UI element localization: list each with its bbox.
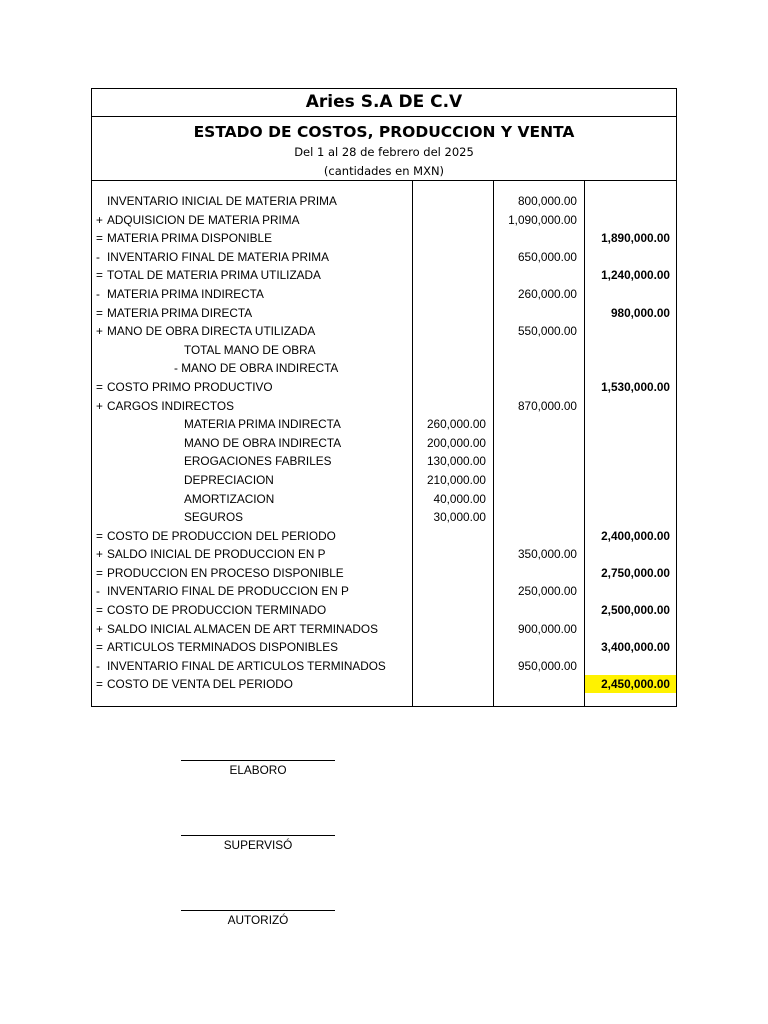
row-label: ARTICULOS TERMINADOS DISPONIBLES (107, 640, 338, 655)
row-operator: + (96, 324, 103, 339)
row-operator: = (96, 379, 103, 394)
row-label: CARGOS INDIRECTOS (107, 398, 234, 413)
detail-amount: 130,000.00 (426, 454, 486, 469)
row-label: COSTO DE VENTA DEL PERIODO (107, 677, 293, 692)
table-row (92, 527, 676, 546)
row-label: MANO DE OBRA DIRECTA UTILIZADA (107, 324, 316, 339)
row-label: TOTAL DE MATERIA PRIMA UTILIZADA (107, 268, 321, 283)
row-label: ADQUISICION DE MATERIA PRIMA (107, 212, 300, 227)
table-row (92, 211, 676, 230)
row-operator: + (96, 621, 103, 636)
table-row (92, 304, 676, 323)
row-label: INVENTARIO FINAL DE ARTICULOS TERMINADOS (107, 658, 386, 673)
total-amount: 2,500,000.00 (601, 603, 670, 618)
total-amount: 1,530,000.00 (601, 379, 670, 394)
row-label: SALDO INICIAL DE PRODUCCION EN P (107, 547, 326, 562)
row-label: INVENTARIO INICIAL DE MATERIA PRIMA (107, 194, 337, 208)
row-label: SEGUROS (184, 510, 243, 525)
row-label: MATERIA PRIMA DIRECTA (107, 305, 253, 320)
signature-superviso (181, 835, 335, 852)
row-label: COSTO DE PRODUCCION TERMINADO (107, 603, 327, 618)
total-amount: 980,000.00 (610, 305, 670, 320)
row-label: EROGACIONES FABRILES (184, 454, 332, 469)
row-operator: + (96, 212, 103, 227)
signature-line (181, 835, 335, 836)
statement-title: ESTADO DE COSTOS, PRODUCCION Y VENTA (193, 123, 575, 141)
table-row (92, 601, 676, 620)
total-amount: 2,450,000.00 (601, 677, 670, 692)
signature-label: AUTORIZÓ (227, 913, 289, 927)
table-row (92, 322, 676, 341)
row-operator: = (96, 677, 103, 692)
partial-amount: 550,000.00 (517, 324, 577, 339)
signature-autorizo (181, 910, 335, 927)
table-row (92, 378, 676, 397)
row-label: AMORTIZACION (184, 491, 275, 506)
statement-rows (92, 192, 676, 694)
row-label: MATERIA PRIMA DISPONIBLE (107, 231, 272, 246)
row-operator: = (96, 528, 103, 543)
table-row (92, 397, 676, 416)
row-label: INVENTARIO FINAL DE MATERIA PRIMA (107, 249, 329, 264)
table-row (92, 675, 676, 694)
table-row (92, 564, 676, 583)
row-label: PRODUCCION EN PROCESO DISPONIBLE (107, 565, 344, 580)
row-operator: = (96, 565, 103, 580)
row-label: SALDO INICIAL ALMACEN DE ART TERMINADOS (107, 621, 378, 636)
signature-elaboro (181, 760, 335, 777)
statement-header (92, 117, 676, 181)
row-operator: + (96, 547, 103, 562)
row-label: INVENTARIO FINAL DE PRODUCCION EN P (107, 584, 349, 599)
statement-body (92, 181, 676, 706)
partial-amount: 1,090,000.00 (508, 212, 577, 227)
table-row (92, 341, 676, 360)
table-row (92, 545, 676, 564)
total-amount: 3,400,000.00 (601, 640, 670, 655)
signature-label: ELABORO (229, 763, 287, 777)
row-operator: = (96, 268, 103, 283)
partial-amount: 800,000.00 (517, 194, 577, 208)
table-row (92, 471, 676, 490)
table-row (92, 508, 676, 527)
row-operator: + (96, 398, 103, 413)
row-operator: = (96, 305, 103, 320)
total-amount: 2,400,000.00 (601, 528, 670, 543)
signature-line (181, 760, 335, 761)
table-row (92, 657, 676, 676)
statement-period: Del 1 al 28 de febrero del 2025 (294, 145, 474, 159)
row-label: COSTO DE PRODUCCION DEL PERIODO (107, 528, 336, 543)
table-row (92, 490, 676, 509)
row-label: - MANO DE OBRA INDIRECTA (174, 361, 339, 376)
signature-line (181, 910, 335, 911)
row-operator: = (96, 640, 103, 655)
row-operator: = (96, 603, 103, 618)
row-label: DEPRECIACION (184, 472, 274, 487)
row-label: COSTO PRIMO PRODUCTIVO (107, 379, 273, 394)
partial-amount: 250,000.00 (517, 584, 577, 599)
total-amount: 1,890,000.00 (601, 231, 670, 246)
partial-amount: 350,000.00 (517, 547, 577, 562)
table-row (92, 415, 676, 434)
table-row (92, 582, 676, 601)
company-name: Aries S.A DE C.V (92, 89, 676, 117)
partial-amount: 900,000.00 (517, 621, 577, 636)
row-label: MATERIA PRIMA INDIRECTA (107, 286, 264, 301)
detail-amount: 200,000.00 (426, 435, 486, 450)
table-row (92, 248, 676, 267)
signature-label: SUPERVISÓ (223, 838, 293, 852)
row-label: TOTAL MANO DE OBRA (184, 342, 316, 357)
detail-amount: 40,000.00 (433, 491, 486, 506)
total-amount: 1,240,000.00 (601, 268, 670, 283)
table-row (92, 229, 676, 248)
row-operator: - (96, 584, 100, 599)
row-operator: - (96, 658, 100, 673)
partial-amount: 650,000.00 (517, 249, 577, 264)
table-row (92, 285, 676, 304)
partial-amount: 260,000.00 (517, 286, 577, 301)
partial-amount: 870,000.00 (517, 398, 577, 413)
detail-amount: 210,000.00 (426, 472, 486, 487)
cost-statement-table (91, 88, 677, 707)
detail-amount: 260,000.00 (426, 417, 486, 432)
row-label: MATERIA PRIMA INDIRECTA (184, 417, 341, 432)
table-row (92, 452, 676, 471)
row-operator: - (96, 286, 100, 301)
detail-amount: 30,000.00 (433, 510, 486, 525)
statement-units: (cantidades en MXN) (323, 164, 445, 178)
table-row (92, 266, 676, 285)
partial-amount: 950,000.00 (517, 658, 577, 673)
table-row (92, 192, 676, 211)
table-row (92, 620, 676, 639)
table-row (92, 434, 676, 453)
row-operator: - (96, 249, 100, 264)
row-operator: = (96, 231, 103, 246)
total-amount: 2,750,000.00 (601, 565, 670, 580)
row-label: MANO DE OBRA INDIRECTA (184, 435, 342, 450)
table-row (92, 359, 676, 378)
table-row (92, 638, 676, 657)
